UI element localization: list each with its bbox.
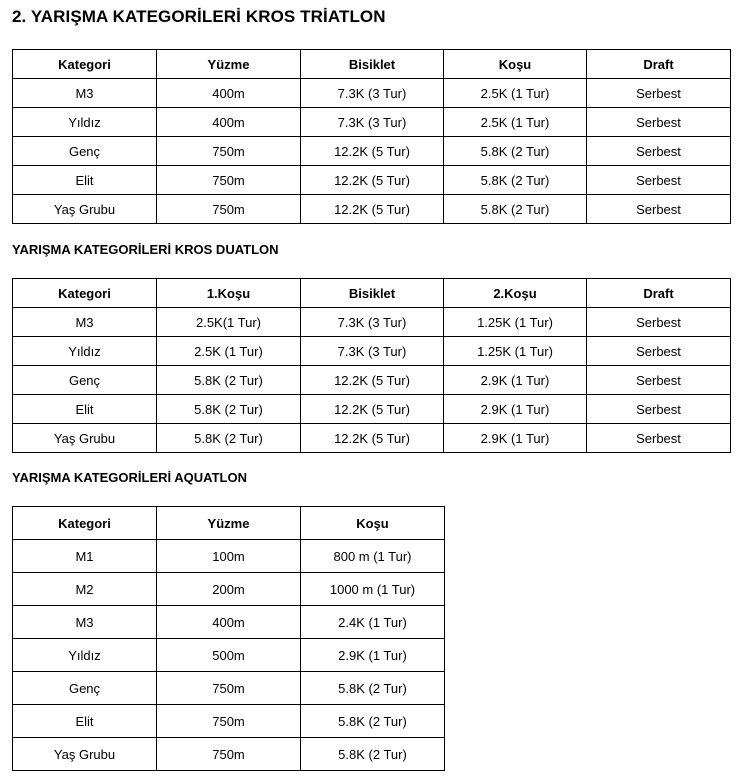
header-draft: Draft (587, 279, 731, 308)
cell-kategori: Genç (13, 366, 157, 395)
cell-kategori: M3 (13, 308, 157, 337)
cell-yuzme: 750m (157, 738, 301, 771)
cell-yuzme: 750m (157, 137, 301, 166)
cell-kosu: 2.4K (1 Tur) (301, 606, 445, 639)
header-bisiklet: Bisiklet (301, 50, 444, 79)
table-row (13, 606, 445, 639)
cell-draft: Serbest (587, 366, 731, 395)
cell-kosu-2: 2.9K (1 Tur) (444, 424, 587, 453)
cell-yuzme: 750m (157, 672, 301, 705)
cell-kategori: Genç (13, 672, 157, 705)
cell-kosu-2: 2.9K (1 Tur) (444, 366, 587, 395)
cell-yuzme: 500m (157, 639, 301, 672)
header-kosu-1: 1.Koşu (157, 279, 301, 308)
cell-kosu-1: 5.8K (2 Tur) (157, 395, 301, 424)
table-row (13, 738, 445, 771)
duathlon-title: YARIŞMA KATEGORİLERİ KROS DUATLON (12, 242, 279, 257)
cell-kategori: Yaş Grubu (13, 738, 157, 771)
cell-bisiklet: 12.2K (5 Tur) (301, 366, 444, 395)
cell-bisiklet: 7.3K (3 Tur) (301, 79, 444, 108)
cell-kosu-1: 2.5K (1 Tur) (157, 337, 301, 366)
cell-bisiklet: 12.2K (5 Tur) (301, 137, 444, 166)
cell-draft: Serbest (587, 424, 731, 453)
cell-kosu-2: 2.9K (1 Tur) (444, 395, 587, 424)
cell-kosu-1: 5.8K (2 Tur) (157, 366, 301, 395)
cell-yuzme: 100m (157, 540, 301, 573)
cell-draft: Serbest (587, 395, 731, 424)
cell-yuzme: 750m (157, 705, 301, 738)
cell-kategori: M3 (13, 79, 157, 108)
triathlon-title: 2. YARIŞMA KATEGORİLERİ KROS TRİATLON (12, 7, 386, 26)
header-kategori: Kategori (13, 50, 157, 79)
header-bisiklet: Bisiklet (301, 279, 444, 308)
cell-yuzme: 400m (157, 108, 301, 137)
cell-kosu: 5.8K (2 Tur) (444, 166, 587, 195)
cell-kategori: Yıldız (13, 337, 157, 366)
cell-bisiklet: 7.3K (3 Tur) (301, 337, 444, 366)
cell-bisiklet: 12.2K (5 Tur) (301, 195, 444, 224)
cell-kategori: Yaş Grubu (13, 195, 157, 224)
cell-yuzme: 750m (157, 166, 301, 195)
table-row (13, 672, 445, 705)
triathlon-table (12, 49, 731, 224)
cell-kategori: M3 (13, 606, 157, 639)
header-yuzme: Yüzme (157, 507, 301, 540)
cell-kategori: Yıldız (13, 639, 157, 672)
cell-kosu: 5.8K (2 Tur) (301, 705, 445, 738)
cell-kategori: Elit (13, 705, 157, 738)
aquathlon-title: YARIŞMA KATEGORİLERİ AQUATLON (12, 470, 247, 485)
table-row (13, 395, 731, 424)
cell-yuzme: 400m (157, 79, 301, 108)
table-row (13, 639, 445, 672)
cell-kosu: 2.5K (1 Tur) (444, 108, 587, 137)
table-row (13, 573, 445, 606)
cell-bisiklet: 7.3K (3 Tur) (301, 308, 444, 337)
table-row (13, 366, 731, 395)
cell-kategori: Elit (13, 395, 157, 424)
cell-kosu-2: 1.25K (1 Tur) (444, 337, 587, 366)
cell-draft: Serbest (587, 195, 731, 224)
header-kosu: Koşu (301, 507, 445, 540)
table-header-row (13, 50, 731, 79)
cell-kosu: 5.8K (2 Tur) (301, 738, 445, 771)
cell-draft: Serbest (587, 137, 731, 166)
table-row (13, 540, 445, 573)
cell-kategori: M1 (13, 540, 157, 573)
cell-bisiklet: 12.2K (5 Tur) (301, 395, 444, 424)
cell-kosu-1: 5.8K (2 Tur) (157, 424, 301, 453)
table-row (13, 705, 445, 738)
cell-draft: Serbest (587, 166, 731, 195)
table-row (13, 108, 731, 137)
cell-bisiklet: 7.3K (3 Tur) (301, 108, 444, 137)
cell-yuzme: 750m (157, 195, 301, 224)
cell-kosu: 1000 m (1 Tur) (301, 573, 445, 606)
header-kategori: Kategori (13, 279, 157, 308)
cell-yuzme: 200m (157, 573, 301, 606)
aquathlon-table (12, 506, 445, 771)
cell-draft: Serbest (587, 79, 731, 108)
cell-kategori: Elit (13, 166, 157, 195)
cell-kosu-2: 1.25K (1 Tur) (444, 308, 587, 337)
table-header-row (13, 279, 731, 308)
cell-kategori: Yıldız (13, 108, 157, 137)
cell-kosu: 5.8K (2 Tur) (444, 195, 587, 224)
header-draft: Draft (587, 50, 731, 79)
cell-draft: Serbest (587, 108, 731, 137)
cell-kosu: 5.8K (2 Tur) (444, 137, 587, 166)
header-kosu: Koşu (444, 50, 587, 79)
cell-bisiklet: 12.2K (5 Tur) (301, 166, 444, 195)
header-yuzme: Yüzme (157, 50, 301, 79)
table-row (13, 79, 731, 108)
cell-yuzme: 400m (157, 606, 301, 639)
duathlon-table (12, 278, 731, 453)
table-header-row (13, 507, 445, 540)
header-kategori: Kategori (13, 507, 157, 540)
cell-kosu: 2.5K (1 Tur) (444, 79, 587, 108)
cell-kosu: 5.8K (2 Tur) (301, 672, 445, 705)
table-row (13, 337, 731, 366)
table-row (13, 195, 731, 224)
cell-kategori: Yaş Grubu (13, 424, 157, 453)
cell-kategori: Genç (13, 137, 157, 166)
table-row (13, 137, 731, 166)
cell-kategori: M2 (13, 573, 157, 606)
table-row (13, 166, 731, 195)
cell-kosu-1: 2.5K(1 Tur) (157, 308, 301, 337)
cell-kosu: 800 m (1 Tur) (301, 540, 445, 573)
cell-draft: Serbest (587, 337, 731, 366)
header-kosu-2: 2.Koşu (444, 279, 587, 308)
table-row (13, 424, 731, 453)
cell-bisiklet: 12.2K (5 Tur) (301, 424, 444, 453)
cell-draft: Serbest (587, 308, 731, 337)
cell-kosu: 2.9K (1 Tur) (301, 639, 445, 672)
table-row (13, 308, 731, 337)
